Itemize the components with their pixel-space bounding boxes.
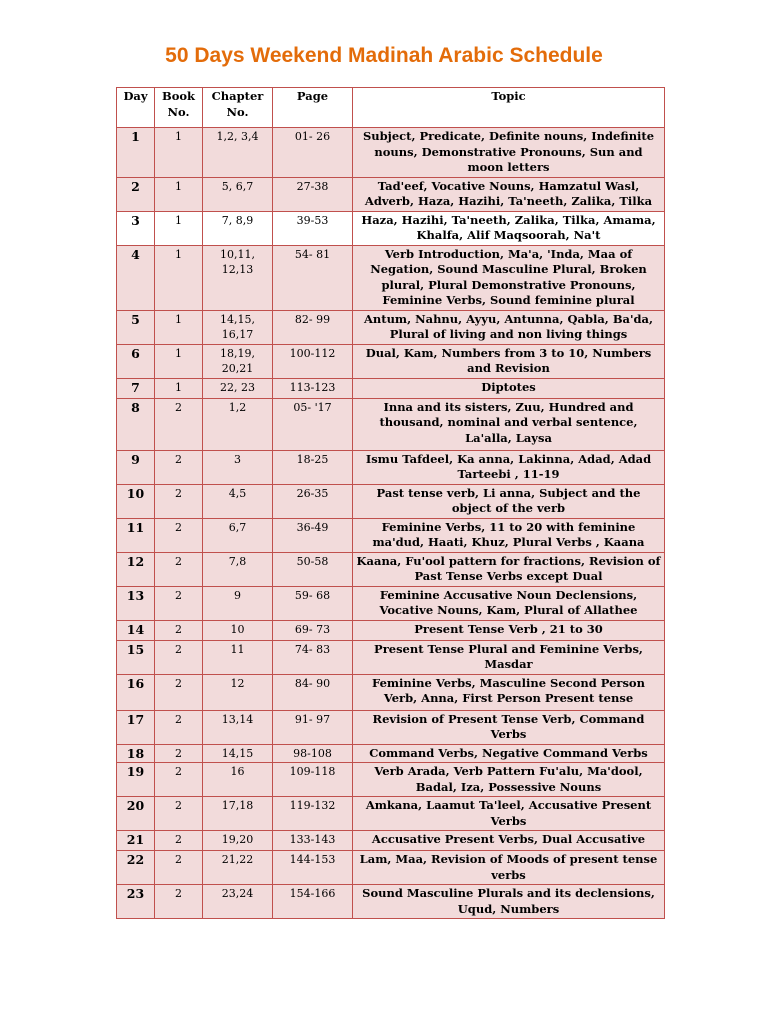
topic-cell: Dual, Kam, Numbers from 3 to 10, Numbers and Revision <box>353 344 665 378</box>
topic-cell: Present Tense Plural and Feminine Verbs, Masdar <box>353 640 665 674</box>
table-row <box>117 344 665 378</box>
chapter-cell: 1,2 <box>203 398 273 450</box>
topic-cell: Ismu Tafdeel, Ka anna, Lakinna, Adad, Adad Tarteebi , 11-19 <box>353 450 665 484</box>
page-cell: 91- 97 <box>273 710 353 744</box>
page-cell: 05- '17 <box>273 398 353 450</box>
day-cell: 3 <box>117 211 155 245</box>
book-cell: 1 <box>155 344 203 378</box>
header-page: Page <box>273 88 353 128</box>
page-cell: 133-143 <box>273 831 353 851</box>
chapter-cell: 18,19, 20,21 <box>203 344 273 378</box>
page-cell: 100-112 <box>273 344 353 378</box>
page-cell: 18-25 <box>273 450 353 484</box>
book-cell: 2 <box>155 744 203 763</box>
book-cell: 1 <box>155 177 203 211</box>
book-cell: 2 <box>155 831 203 851</box>
book-cell: 2 <box>155 552 203 586</box>
table-row <box>117 128 665 178</box>
table-row <box>117 763 665 797</box>
page-cell: 36-49 <box>273 518 353 552</box>
page-cell: 39-53 <box>273 211 353 245</box>
book-cell: 2 <box>155 398 203 450</box>
page-cell: 27-38 <box>273 177 353 211</box>
topic-cell: Haza, Hazihi, Ta'neeth, Zalika, Tilka, Amama, Khalfa, Alif Maqsoorah, Na't <box>353 211 665 245</box>
topic-cell: Subject, Predicate, Definite nouns, Indefinite nouns, Demonstrative Pronouns, Sun and moon letters <box>353 128 665 178</box>
topic-cell: Tad'eef, Vocative Nouns, Hamzatul Wasl, Adverb, Haza, Hazihi, Ta'neeth, Zalika, Tilka <box>353 177 665 211</box>
chapter-cell: 12 <box>203 674 273 710</box>
day-cell: 8 <box>117 398 155 450</box>
chapter-cell: 16 <box>203 763 273 797</box>
schedule-table <box>116 87 665 919</box>
chapter-cell: 14,15, 16,17 <box>203 310 273 344</box>
day-cell: 10 <box>117 484 155 518</box>
topic-cell: Present Tense Verb , 21 to 30 <box>353 620 665 640</box>
page-cell: 74- 83 <box>273 640 353 674</box>
topic-cell: Sound Masculine Plurals and its declensions, Uqud, Numbers <box>353 885 665 919</box>
header-book: Book No. <box>155 88 203 128</box>
topic-cell: Verb Arada, Verb Pattern Fu'alu, Ma'dool, Badal, Iza, Possessive Nouns <box>353 763 665 797</box>
day-cell: 5 <box>117 310 155 344</box>
table-row <box>117 586 665 620</box>
book-cell: 2 <box>155 885 203 919</box>
chapter-cell: 13,14 <box>203 710 273 744</box>
day-cell: 18 <box>117 744 155 763</box>
table-row <box>117 398 665 450</box>
page-title: 50 Days Weekend Madinah Arabic Schedule <box>165 44 603 67</box>
table-row <box>117 211 665 245</box>
book-cell: 2 <box>155 797 203 831</box>
day-cell: 2 <box>117 177 155 211</box>
book-cell: 2 <box>155 620 203 640</box>
chapter-cell: 11 <box>203 640 273 674</box>
day-cell: 22 <box>117 851 155 885</box>
book-cell: 2 <box>155 450 203 484</box>
chapter-cell: 4,5 <box>203 484 273 518</box>
chapter-cell: 10 <box>203 620 273 640</box>
page-cell: 113-123 <box>273 378 353 398</box>
topic-cell: Feminine Verbs, 11 to 20 with feminine ma'dud, Haati, Khuz, Plural Verbs , Kaana <box>353 518 665 552</box>
header-topic: Topic <box>353 88 665 128</box>
table-row <box>117 484 665 518</box>
chapter-cell: 1,2, 3,4 <box>203 128 273 178</box>
book-cell: 1 <box>155 211 203 245</box>
topic-cell: Verb Introduction, Ma'a, 'Inda, Maa of Negation, Sound Masculine Plural, Broken plural, Plural Demonstrative Pronouns, Feminine Verbs, Sound feminine plural <box>353 245 665 310</box>
table-row <box>117 552 665 586</box>
chapter-cell: 17,18 <box>203 797 273 831</box>
table-row <box>117 851 665 885</box>
topic-cell: Accusative Present Verbs, Dual Accusative <box>353 831 665 851</box>
book-cell: 1 <box>155 245 203 310</box>
table-row <box>117 831 665 851</box>
table-row <box>117 310 665 344</box>
day-cell: 11 <box>117 518 155 552</box>
table-row <box>117 797 665 831</box>
topic-cell: Lam, Maa, Revision of Moods of present tense verbs <box>353 851 665 885</box>
chapter-cell: 7,8 <box>203 552 273 586</box>
day-cell: 15 <box>117 640 155 674</box>
page-cell: 154-166 <box>273 885 353 919</box>
page-cell: 82- 99 <box>273 310 353 344</box>
page-cell: 119-132 <box>273 797 353 831</box>
chapter-cell: 7, 8,9 <box>203 211 273 245</box>
schedule-body <box>117 128 665 919</box>
table-row <box>117 245 665 310</box>
page-cell: 26-35 <box>273 484 353 518</box>
chapter-cell: 14,15 <box>203 744 273 763</box>
book-cell: 2 <box>155 586 203 620</box>
page-cell: 69- 73 <box>273 620 353 640</box>
book-cell: 1 <box>155 128 203 178</box>
topic-cell: Feminine Verbs, Masculine Second Person Verb, Anna, First Person Present tense <box>353 674 665 710</box>
day-cell: 14 <box>117 620 155 640</box>
page-cell: 98-108 <box>273 744 353 763</box>
table-row <box>117 518 665 552</box>
chapter-cell: 6,7 <box>203 518 273 552</box>
topic-cell: Command Verbs, Negative Command Verbs <box>353 744 665 763</box>
day-cell: 1 <box>117 128 155 178</box>
chapter-cell: 5, 6,7 <box>203 177 273 211</box>
header-chapter: Chapter No. <box>203 88 273 128</box>
chapter-cell: 22, 23 <box>203 378 273 398</box>
table-row <box>117 640 665 674</box>
header-day: Day <box>117 88 155 128</box>
page-cell: 54- 81 <box>273 245 353 310</box>
book-cell: 2 <box>155 763 203 797</box>
page-cell: 50-58 <box>273 552 353 586</box>
day-cell: 20 <box>117 797 155 831</box>
topic-cell: Kaana, Fu'ool pattern for fractions, Revision of Past Tense Verbs except Dual <box>353 552 665 586</box>
topic-cell: Feminine Accusative Noun Declensions, Vocative Nouns, Kam, Plural of Allathee <box>353 586 665 620</box>
day-cell: 4 <box>117 245 155 310</box>
day-cell: 7 <box>117 378 155 398</box>
page-cell: 01- 26 <box>273 128 353 178</box>
day-cell: 13 <box>117 586 155 620</box>
chapter-cell: 9 <box>203 586 273 620</box>
day-cell: 21 <box>117 831 155 851</box>
day-cell: 12 <box>117 552 155 586</box>
topic-cell: Inna and its sisters, Zuu, Hundred and thousand, nominal and verbal sentence, La'alla, Laysa <box>353 398 665 450</box>
book-cell: 2 <box>155 518 203 552</box>
day-cell: 9 <box>117 450 155 484</box>
table-row <box>117 674 665 710</box>
topic-cell: Diptotes <box>353 378 665 398</box>
table-row <box>117 450 665 484</box>
chapter-cell: 21,22 <box>203 851 273 885</box>
table-row <box>117 744 665 763</box>
book-cell: 2 <box>155 640 203 674</box>
header-row <box>117 88 665 128</box>
chapter-cell: 23,24 <box>203 885 273 919</box>
day-cell: 19 <box>117 763 155 797</box>
book-cell: 2 <box>155 484 203 518</box>
book-cell: 1 <box>155 310 203 344</box>
table-row <box>117 378 665 398</box>
book-cell: 2 <box>155 710 203 744</box>
page-cell: 59- 68 <box>273 586 353 620</box>
topic-cell: Past tense verb, Li anna, Subject and the object of the verb <box>353 484 665 518</box>
topic-cell: Amkana, Laamut Ta'leel, Accusative Present Verbs <box>353 797 665 831</box>
page-cell: 144-153 <box>273 851 353 885</box>
page-cell: 84- 90 <box>273 674 353 710</box>
table-row <box>117 620 665 640</box>
table-row <box>117 177 665 211</box>
page-cell: 109-118 <box>273 763 353 797</box>
day-cell: 17 <box>117 710 155 744</box>
chapter-cell: 19,20 <box>203 831 273 851</box>
book-cell: 1 <box>155 378 203 398</box>
day-cell: 6 <box>117 344 155 378</box>
book-cell: 2 <box>155 674 203 710</box>
table-row <box>117 885 665 919</box>
day-cell: 23 <box>117 885 155 919</box>
day-cell: 16 <box>117 674 155 710</box>
chapter-cell: 3 <box>203 450 273 484</box>
book-cell: 2 <box>155 851 203 885</box>
topic-cell: Antum, Nahnu, Ayyu, Antunna, Qabla, Ba'da, Plural of living and non living things <box>353 310 665 344</box>
chapter-cell: 10,11, 12,13 <box>203 245 273 310</box>
table-row <box>117 710 665 744</box>
topic-cell: Revision of Present Tense Verb, Command Verbs <box>353 710 665 744</box>
